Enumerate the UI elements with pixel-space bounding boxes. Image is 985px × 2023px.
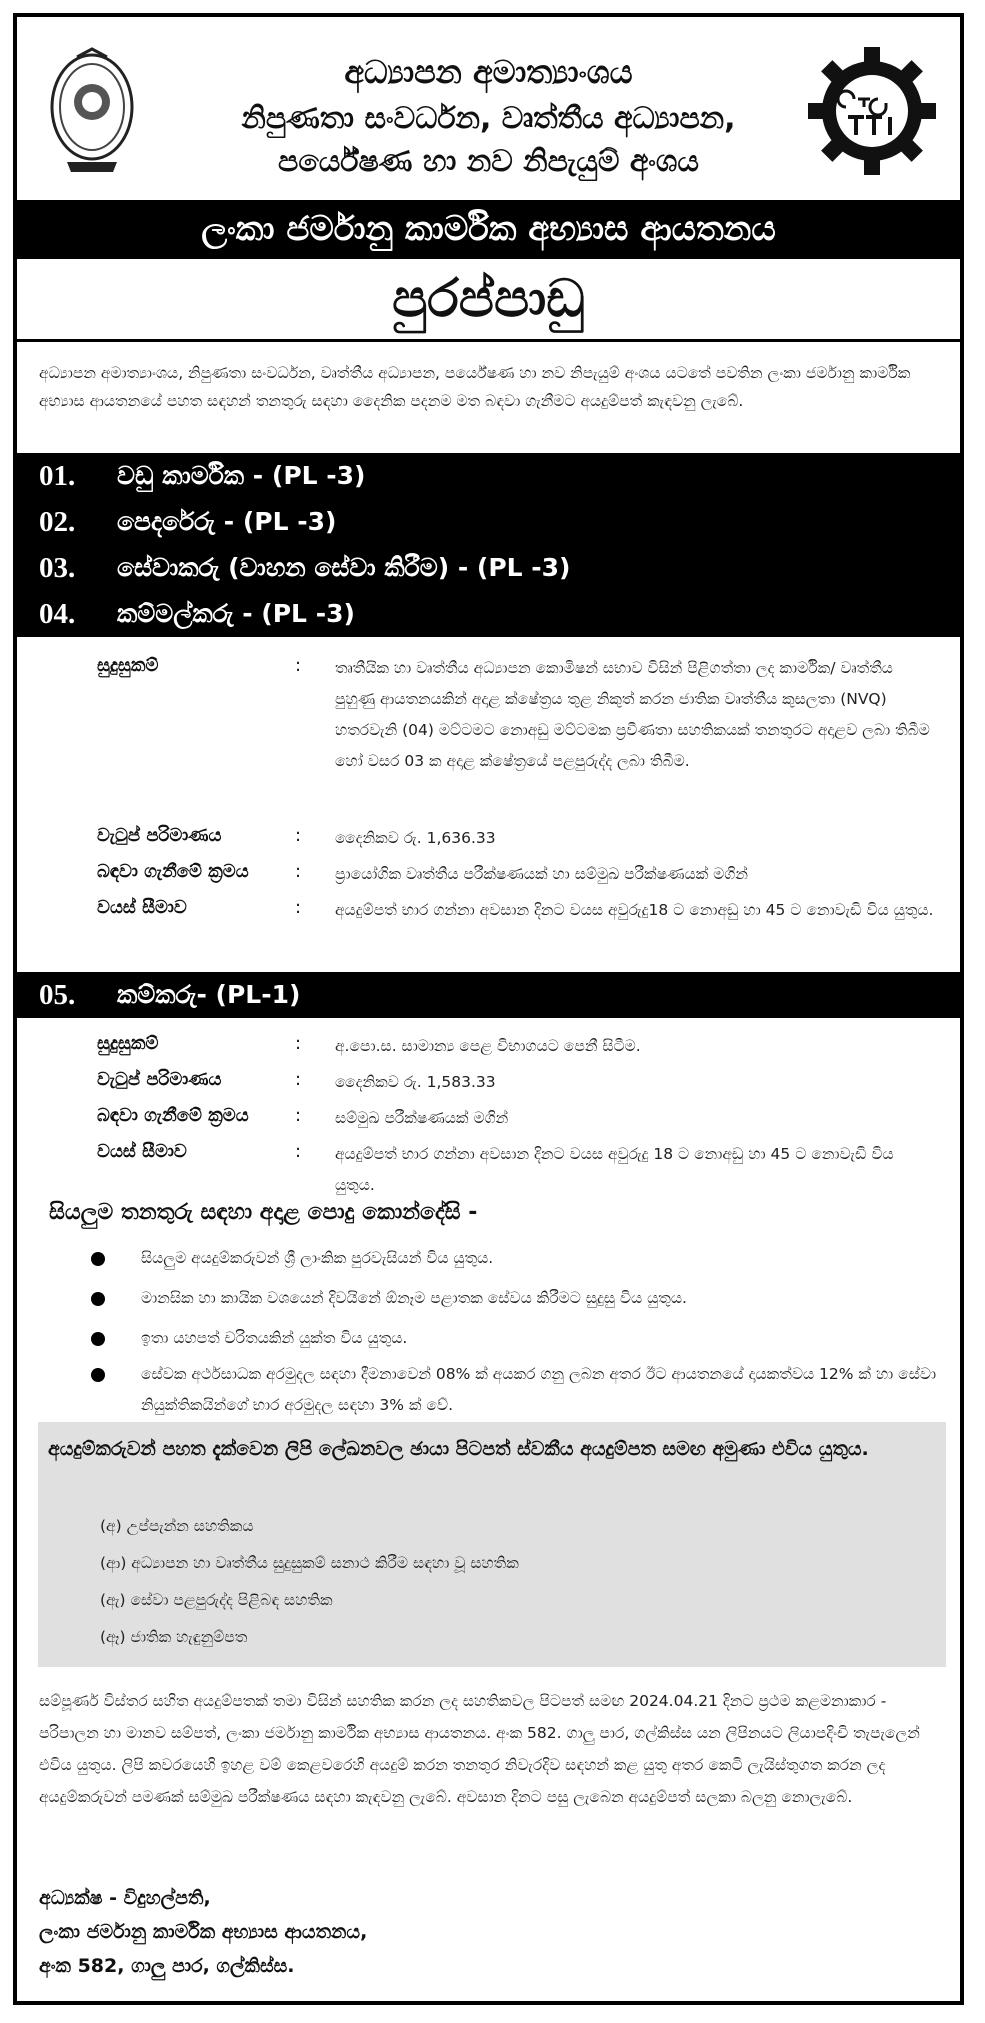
detail-colon: : [295,1105,302,1126]
detail-colon: : [295,1141,302,1162]
details-table-a [17,653,960,919]
signatory-title: අධ්‍යක්ෂ - විදුහල්පති, [39,1887,211,1909]
detail-label: වයස් සීමාව [97,1141,187,1162]
institute-banner: ලංකා ජර්මානු කාර්මික අභ්‍යාස ආයතනය [17,200,960,259]
detail-value: ප්‍රායෝගික වෘත්තීය පරීක්ෂණයක් හා සම්මුඛ පරීක්ෂණයක් මගින් [335,865,748,883]
position-row [17,545,960,591]
detail-value: දෛනිකව රු. 1,636.33 [335,829,496,847]
division-name-line2: පර්යේෂණ හා නව නිපැයුම් අංශය [278,144,699,179]
position-row [17,591,960,637]
documents-heading: අයදුම්කරුවන් පහත දැක්වෙන ලිපි ලේඛනවල ඡායා පිටපත් ස්වකීය අයදුම්පත සමඟ අමුණා එවිය යුතුය. [48,1438,869,1460]
position-number: 04. [39,598,76,630]
document-item: (ඇ) සේවා පළපුරුද්ද පිළිබඳ සහතික [100,1591,333,1609]
detail-label: වයස් සීමාව [97,897,187,918]
detail-value: අ.පො.ස. සාමාන්‍ය පෙළ විභාගයට පෙනී සිටීම. [335,1037,641,1055]
detail-colon: : [295,1069,302,1090]
document-item: (ආ) අධ්‍යාපන හා වෘත්තීය සුදුසුකම් සනාථ කිරීම සඳහා වූ සහතික [100,1554,519,1572]
bullet-icon [91,1252,105,1266]
position-title: සේවාකරු (වාහන සේවා කිරීම) - (PL -3) [117,553,571,582]
position-number: 05. [39,979,76,1011]
division-name-line1: නිපුණතා සංවර්ධන, වෘත්තීය අධ්‍යාපන, [241,101,736,136]
document-item: (අ) උප්පැන්න සහතිකය [100,1517,254,1535]
detail-value: සම්මුඛ පරීක්ෂණයක් මගින් [335,1109,509,1127]
detail-label: වැටුප් පරිමාණය [97,1069,222,1090]
detail-value: දෛනිකව රු. 1,583.33 [335,1073,496,1091]
detail-label: වැටුප් පරිමාණය [97,825,222,846]
position-title: පෙදරේරු - (PL -3) [117,507,337,536]
general-conditions-heading: සියලුම තනතුරු සඳහා අදාළ පොදු කොන්දේසි - [49,1200,478,1225]
divider [17,339,960,342]
signatory-address: අංක 582, ගාලු පාර, ගල්කිස්ස. [39,1955,295,1977]
position-title: කම්කරු- (PL-1) [117,980,301,1009]
positions-block-b [17,972,960,1018]
detail-colon: : [295,825,302,846]
detail-value: අයදුම්පත් භාර ගන්නා අවසාන දිනට වයස අවුරුදු18 ට නොඅඩු හා 45 ට නොවැඩි විය යුතුය. [335,901,934,919]
position-number: 01. [39,460,76,492]
detail-label: බඳවා ගැනීමේ ක්‍රමය [97,1105,249,1126]
signatory-institute: ලංකා ජර්මානු කාර්මික අභ්‍යාස ආයතනය, [39,1921,368,1943]
position-number: 03. [39,552,76,584]
closing-paragraph: සම්පූර්ණ විස්තර සහිත අයදුම්පතක් තමා විසින් සහතික කරන ලද සහතිකවල පිටපත් සමඟ 2024.04.21 දිනට ප්‍රථම කළමනාකාර - පරිපාලන හා මානව සම්පත්, ලංකා ජර්මානු කාර්මික අභ්‍යාස ආයතනය. අංක 582. ගාලු පාර, ගල්කිස්ස යන ලිපිනයට ලියාපදිංචි තැපැලෙන් එවිය යුතුය. ලිපි කවරයෙහි ඉහළ වම් කෙළවරෙහි අයදුම් කරන තනතුර නිවැරදිව සඳහන් කළ යුතු අතර කෙටි ලැයිස්තුගත කරන ලද අයදුම්කරුවන් පමණක් සම්මුඛ පරීක්ෂණය සඳහා කැඳවනු ලැබේ. අවසාන දිනට පසු ලැබෙන අයදුම්පත් සලකා බලනු නොලැබේ. [39,1692,920,1806]
position-row [17,972,960,1018]
header [17,17,960,200]
detail-value: අයදුම්පත් භාර ගන්නා අවසාන දිනට වයස අවුරුදු 18 ට නොඅඩු හා 45 ට නොවැඩි විය යුතුය. [335,1145,894,1194]
position-row [17,499,960,545]
detail-row-qualifications [17,653,960,803]
bullet-icon [91,1292,105,1306]
bullet-icon [91,1332,105,1346]
general-condition-text: මානසික හා කායික වශයෙන් දිවයිනේ ඕනෑම පළාතක සේවය කිරීමට සුදුසු විය යුතුය. [141,1289,687,1307]
detail-colon: : [295,655,302,676]
detail-value: තෘතීයික හා වෘත්තීය අධ්‍යාපන කොමිෂන් සභාව විසින් පිළිගත්තා ලද කාර්මික/ වෘත්තීය පුහුණු ආයතනයකින් අදාළ ක්ෂේත්‍රය තුළ නිකුත් කරන ජාතික වෘත්තීය කුසලතා (NVQ) හතරවැනි (04) මට්ටමට නොඅඩු මට්ටමක ප්‍රවීණතා සහතිකයක් තනතුරට අදාළව ලබා තිබීම හෝ වසර 03 ක අදාළ ක්ෂේත්‍රයේ පළපුරුද්ද ලබා තිබීම. [335,659,930,770]
general-condition-text: ඉතා යහපත් චරිතයකින් යුක්ත විය යුතුය. [141,1329,408,1347]
general-condition-text: සියලුම අයදුම්කරුවන් ශ්‍රී ලාංකික පුරවැසියන් විය යුතුය. [141,1249,494,1267]
detail-label: සුදුසුකම් [97,1033,159,1054]
detail-label: සුදුසුකම් [97,655,159,676]
documents-box [38,1422,946,1667]
detail-label: බඳවා ගැනීමේ ක්‍රමය [97,861,249,882]
position-title: වඩු කාර්මික - (PL -3) [117,461,366,490]
document-item: (ඈ) ජාතික හැඳුනුම්පත [100,1628,248,1646]
positions-block-a [17,453,960,637]
detail-colon: : [295,861,302,882]
ministry-name: අධ්‍යාපන අමාත්‍යාංශය [344,53,633,91]
cgtti-gear-logo-icon [806,45,938,177]
position-number: 02. [39,506,76,538]
notice-frame [13,13,964,2005]
position-title: කම්මල්කරු - (PL -3) [117,599,355,628]
detail-colon: : [295,897,302,918]
detail-colon: : [295,1033,302,1054]
page-title: පුරප්පාඩු [392,269,585,329]
bullet-icon [91,1368,105,1382]
intro-paragraph: අධ්‍යාපන අමාත්‍යාංශය, නිපුණතා සංවර්ධන, වෘත්තීය අධ්‍යාපන, පර්යේෂණ හා නව නිපැයුම් අංශය යටතේ පවතින ලංකා ජර්මානු කාර්මික අභ්‍යාස ආයතනයේ පහත සඳහන් තනතුරු සඳහා දෛනික පදනම මත බඳවා ගැනීමට අයදුම්පත් කැඳවනු ලැබේ. [39,364,911,410]
position-row [17,453,960,499]
signature-block [39,1881,367,1983]
general-condition-text: සේවක අර්ථසාධක අරමුදල සඳහා දීමනාවෙන් 08% ක් අයකර ගනු ලබන අතර ඊට ආයතනයේ දායකත්වය 12% ක් හා සේවා නියුක්තිකයින්ගේ භාර අරමුදල සඳහා 3% ක් වේ. [141,1365,937,1414]
